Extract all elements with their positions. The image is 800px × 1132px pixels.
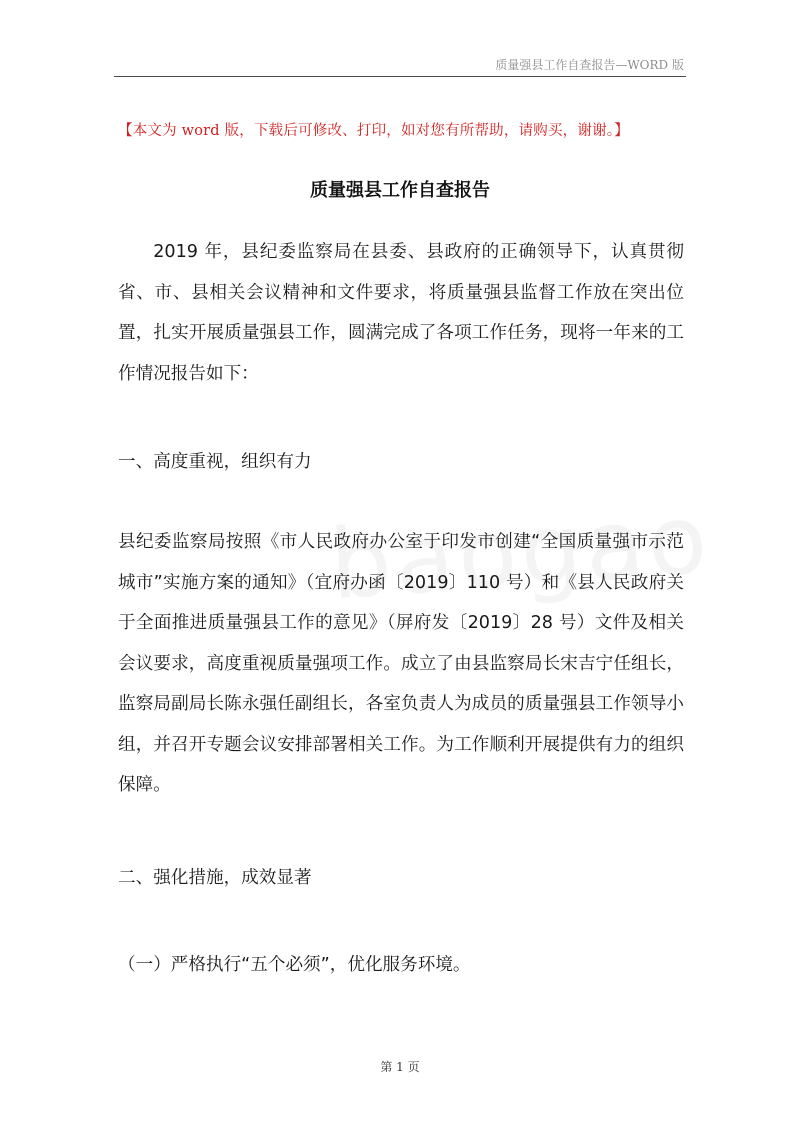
running-header: 质量强县工作自查报告—WORD 版 <box>495 58 684 72</box>
purchase-notice: 【本文为 word 版，下载后可修改、打印，如对您有所帮助，请购买，谢谢。】 <box>118 123 629 139</box>
intro-paragraph: 2019 年，县纪委监察局在县委、县政府的正确领导下，认真贯彻省、市、县相关会议精神和文件要求，将质量强县监督工作放在突出位置，扎实开展质量强县工作，圆满完成了各项工作任务，现将一年来的工作情况报告如下： <box>118 242 684 384</box>
subsection-heading-1: （一）严格执行“五个必须”，优化服务环境。 <box>118 955 471 975</box>
section-heading-2: 二、强化措施，成效显著 <box>118 868 312 888</box>
document-title: 质量强县工作自查报告 <box>310 180 490 201</box>
section-heading-1: 一、高度重视，组织有力 <box>118 452 312 472</box>
header-divider <box>114 76 686 77</box>
section-1-paragraph: 县纪委监察局按照《市人民政府办公室于印发市创建“全国质量强市示范城市”实施方案的通知》（宜府办函〔2019〕110 号）和《县人民政府关于全面推进质量强县工作的意见》（屏府发〔2019〕28 号）文件及相关会议要求，高度重视质量强项工作。成立了由县监察局长宋吉宁任组长，监察局副局长陈永强任副组长，各室负责人为成员的质量强县工作领导小组，并召开专题会议安排部署相关工作。为工作顺利开展提供有力的组织保障。 <box>118 532 684 795</box>
page-number: 第 1 页 <box>380 1060 420 1074</box>
